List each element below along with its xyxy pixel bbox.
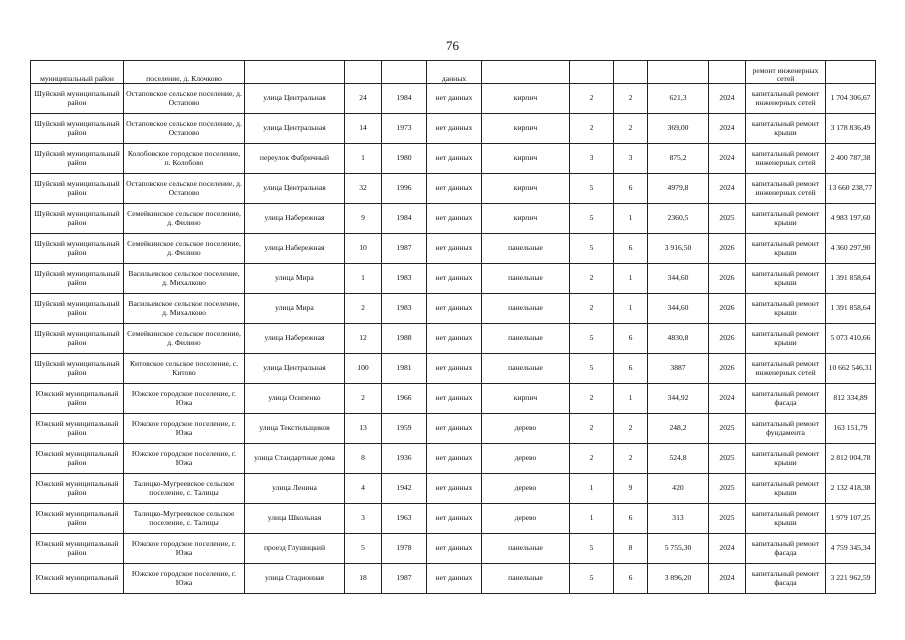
area-cell: 369,00 bbox=[648, 114, 709, 144]
build-year-cell: 1963 bbox=[382, 504, 427, 534]
build-year-cell: 1983 bbox=[382, 294, 427, 324]
work-type-cell: капитальный ремонт фасада bbox=[746, 384, 826, 414]
wall-material-cell: кирпич bbox=[482, 144, 570, 174]
entrances-cell: 6 bbox=[614, 234, 648, 264]
street-cell bbox=[245, 61, 345, 84]
build-year-cell: 1983 bbox=[382, 264, 427, 294]
settlement-cell: Южское городское поселение, г. Южа bbox=[124, 414, 245, 444]
area-cell: 524,8 bbox=[648, 444, 709, 474]
wall-material-cell: кирпич bbox=[482, 114, 570, 144]
build-year-cell: 1978 bbox=[382, 534, 427, 564]
work-type-cell: капитальный ремонт фундамента bbox=[746, 414, 826, 444]
wall-material-cell: кирпич bbox=[482, 384, 570, 414]
district-cell: Южский муниципальный район bbox=[31, 384, 124, 414]
status-cell: нет данных bbox=[427, 324, 482, 354]
house-number-cell: 9 bbox=[345, 204, 382, 234]
table-row bbox=[31, 144, 876, 174]
district-cell: Шуйский муниципальный район bbox=[31, 144, 124, 174]
build-year-cell: 1984 bbox=[382, 84, 427, 114]
work-type-cell: капитальный ремонт фасада bbox=[746, 564, 826, 594]
plan-year-cell: 2025 bbox=[709, 474, 746, 504]
street-cell: улица Центральная bbox=[245, 174, 345, 204]
table-row bbox=[31, 204, 876, 234]
area-cell: 3887 bbox=[648, 354, 709, 384]
street-cell: улица Текстильщиков bbox=[245, 414, 345, 444]
house-number-cell: 1 bbox=[345, 264, 382, 294]
floors-cell: 5 bbox=[570, 564, 614, 594]
wall-material-cell: дерево bbox=[482, 444, 570, 474]
plan-year-cell: 2026 bbox=[709, 354, 746, 384]
cost-cell: 3 178 836,49 bbox=[826, 114, 876, 144]
table-row bbox=[31, 474, 876, 504]
floors-cell: 1 bbox=[570, 504, 614, 534]
build-year-cell: 1987 bbox=[382, 234, 427, 264]
build-year-cell: 1981 bbox=[382, 354, 427, 384]
settlement-cell: Семейкинское сельское поселение, д. Филино bbox=[124, 324, 245, 354]
table-row bbox=[31, 61, 876, 84]
street-cell: улица Центральная bbox=[245, 354, 345, 384]
area-cell bbox=[648, 61, 709, 84]
district-cell: Шуйский муниципальный район bbox=[31, 84, 124, 114]
cost-cell: 4 360 297,90 bbox=[826, 234, 876, 264]
status-cell: нет данных bbox=[427, 534, 482, 564]
settlement-cell: Семейкинское сельское поселение, д. Филино bbox=[124, 234, 245, 264]
district-cell: Южский муниципальный район bbox=[31, 504, 124, 534]
build-year-cell: 1966 bbox=[382, 384, 427, 414]
status-cell: нет данных bbox=[427, 264, 482, 294]
settlement-cell: Южское городское поселение, г. Южа bbox=[124, 384, 245, 414]
street-cell: улица Набережная bbox=[245, 234, 345, 264]
wall-material-cell: панельные bbox=[482, 564, 570, 594]
work-type-cell: капитальный ремонт крыши bbox=[746, 234, 826, 264]
plan-year-cell: 2024 bbox=[709, 144, 746, 174]
build-year-cell: 1988 bbox=[382, 324, 427, 354]
entrances-cell: 6 bbox=[614, 324, 648, 354]
work-type-cell: капитальный ремонт инженерных сетей bbox=[746, 144, 826, 174]
settlement-cell: Талицко-Мугреевское сельское поселение, с. Талицы bbox=[124, 504, 245, 534]
district-cell: Южский муниципальный bbox=[31, 564, 124, 594]
status-cell: нет данных bbox=[427, 174, 482, 204]
work-type-cell: капитальный ремонт крыши bbox=[746, 474, 826, 504]
street-cell: проезд Глушицкий bbox=[245, 534, 345, 564]
floors-cell: 2 bbox=[570, 114, 614, 144]
house-number-cell: 14 bbox=[345, 114, 382, 144]
entrances-cell bbox=[614, 61, 648, 84]
cost-cell: 3 221 962,59 bbox=[826, 564, 876, 594]
wall-material-cell: кирпич bbox=[482, 84, 570, 114]
work-type-cell: капитальный ремонт крыши bbox=[746, 264, 826, 294]
floors-cell: 5 bbox=[570, 204, 614, 234]
settlement-cell: Семейкинское сельское поселение, д. Филино bbox=[124, 204, 245, 234]
entrances-cell: 9 bbox=[614, 474, 648, 504]
entrances-cell: 2 bbox=[614, 444, 648, 474]
street-cell: улица Ленина bbox=[245, 474, 345, 504]
plan-year-cell: 2025 bbox=[709, 504, 746, 534]
cost-cell: 2 812 004,78 bbox=[826, 444, 876, 474]
district-cell: Южский муниципальный район bbox=[31, 474, 124, 504]
district-cell: Шуйский муниципальный район bbox=[31, 234, 124, 264]
wall-material-cell: дерево bbox=[482, 414, 570, 444]
cost-cell bbox=[826, 61, 876, 84]
plan-year-cell: 2024 bbox=[709, 114, 746, 144]
status-cell: нет данных bbox=[427, 504, 482, 534]
settlement-cell: Остаповское сельское поселение, д. Остапово bbox=[124, 84, 245, 114]
plan-year-cell: 2024 bbox=[709, 384, 746, 414]
plan-year-cell: 2024 bbox=[709, 534, 746, 564]
entrances-cell: 6 bbox=[614, 564, 648, 594]
district-cell: муниципальный район bbox=[31, 61, 124, 84]
street-cell: улица Стандартные дома bbox=[245, 444, 345, 474]
floors-cell bbox=[570, 61, 614, 84]
plan-year-cell: 2024 bbox=[709, 174, 746, 204]
status-cell: нет данных bbox=[427, 114, 482, 144]
build-year-cell: 1987 bbox=[382, 564, 427, 594]
table-row bbox=[31, 414, 876, 444]
plan-year-cell: 2025 bbox=[709, 414, 746, 444]
area-cell: 344,92 bbox=[648, 384, 709, 414]
status-cell: нет данных bbox=[427, 204, 482, 234]
house-number-cell: 13 bbox=[345, 414, 382, 444]
status-cell: нет данных bbox=[427, 234, 482, 264]
plan-year-cell: 2026 bbox=[709, 324, 746, 354]
cost-cell: 13 660 238,77 bbox=[826, 174, 876, 204]
house-number-cell: 2 bbox=[345, 294, 382, 324]
district-cell: Шуйский муниципальный район bbox=[31, 264, 124, 294]
area-cell: 420 bbox=[648, 474, 709, 504]
settlement-cell: Южское городское поселение, г. Южа bbox=[124, 564, 245, 594]
floors-cell: 5 bbox=[570, 174, 614, 204]
cost-cell: 1 391 858,64 bbox=[826, 264, 876, 294]
entrances-cell: 6 bbox=[614, 174, 648, 204]
table-row bbox=[31, 234, 876, 264]
cost-cell: 2 132 418,38 bbox=[826, 474, 876, 504]
build-year-cell: 1942 bbox=[382, 474, 427, 504]
wall-material-cell: панельные bbox=[482, 264, 570, 294]
floors-cell: 2 bbox=[570, 264, 614, 294]
house-number-cell: 100 bbox=[345, 354, 382, 384]
work-type-cell: капитальный ремонт крыши bbox=[746, 504, 826, 534]
floors-cell: 5 bbox=[570, 234, 614, 264]
street-cell: улица Набережная bbox=[245, 324, 345, 354]
house-number-cell: 5 bbox=[345, 534, 382, 564]
district-cell: Южский муниципальный район bbox=[31, 534, 124, 564]
plan-year-cell: 2026 bbox=[709, 234, 746, 264]
area-cell: 344,60 bbox=[648, 264, 709, 294]
area-cell: 248,2 bbox=[648, 414, 709, 444]
area-cell: 621,3 bbox=[648, 84, 709, 114]
area-cell: 2360,5 bbox=[648, 204, 709, 234]
work-type-cell: капитальный ремонт инженерных сетей bbox=[746, 174, 826, 204]
build-year-cell: 1973 bbox=[382, 114, 427, 144]
settlement-cell: Васильевское сельское поселение, д. Михалково bbox=[124, 294, 245, 324]
house-number-cell: 24 bbox=[345, 84, 382, 114]
table-row bbox=[31, 174, 876, 204]
page-number: 76 bbox=[446, 38, 459, 53]
status-cell: нет данных bbox=[427, 384, 482, 414]
street-cell: переулок Фабричный bbox=[245, 144, 345, 174]
wall-material-cell: дерево bbox=[482, 504, 570, 534]
status-cell: нет данных bbox=[427, 444, 482, 474]
area-cell: 875,2 bbox=[648, 144, 709, 174]
entrances-cell: 2 bbox=[614, 84, 648, 114]
build-year-cell: 1936 bbox=[382, 444, 427, 474]
district-cell: Шуйский муниципальный район bbox=[31, 294, 124, 324]
plan-year-cell bbox=[709, 61, 746, 84]
street-cell: улица Мира bbox=[245, 294, 345, 324]
wall-material-cell: панельные bbox=[482, 354, 570, 384]
wall-material-cell: кирпич bbox=[482, 204, 570, 234]
floors-cell: 2 bbox=[570, 294, 614, 324]
settlement-cell: Остаповское сельское поселение, д. Остапово bbox=[124, 114, 245, 144]
settlement-cell: Остаповское сельское поселение, д. Остапово bbox=[124, 174, 245, 204]
street-cell: улица Центральная bbox=[245, 84, 345, 114]
floors-cell: 3 bbox=[570, 144, 614, 174]
district-cell: Южский муниципальный район bbox=[31, 414, 124, 444]
work-type-cell: капитальный ремонт крыши bbox=[746, 324, 826, 354]
plan-year-cell: 2025 bbox=[709, 444, 746, 474]
status-cell: нет данных bbox=[427, 414, 482, 444]
work-type-cell: капитальный ремонт крыши bbox=[746, 114, 826, 144]
settlement-cell: Южское городское поселение, г. Южа bbox=[124, 444, 245, 474]
table-row bbox=[31, 324, 876, 354]
table-row bbox=[31, 294, 876, 324]
street-cell: улица Центральная bbox=[245, 114, 345, 144]
area-cell: 313 bbox=[648, 504, 709, 534]
district-cell: Шуйский муниципальный район bbox=[31, 114, 124, 144]
entrances-cell: 8 bbox=[614, 534, 648, 564]
street-cell: улица Осипенко bbox=[245, 384, 345, 414]
settlement-cell: Васильевское сельское поселение, д. Михалково bbox=[124, 264, 245, 294]
house-number-cell: 18 bbox=[345, 564, 382, 594]
build-year-cell: 1996 bbox=[382, 174, 427, 204]
cost-cell: 163 151,79 bbox=[826, 414, 876, 444]
work-type-cell: капитальный ремонт крыши bbox=[746, 294, 826, 324]
status-cell: нет данных bbox=[427, 294, 482, 324]
settlement-cell: Талицко-Мугреевское сельское поселение, с. Талицы bbox=[124, 474, 245, 504]
house-number-cell: 4 bbox=[345, 474, 382, 504]
floors-cell: 5 bbox=[570, 354, 614, 384]
plan-year-cell: 2024 bbox=[709, 564, 746, 594]
floors-cell: 2 bbox=[570, 384, 614, 414]
floors-cell: 1 bbox=[570, 474, 614, 504]
floors-cell: 2 bbox=[570, 444, 614, 474]
settlement-cell: Южское городское поселение, г. Южа bbox=[124, 534, 245, 564]
status-cell: нет данных bbox=[427, 564, 482, 594]
work-type-cell: капитальный ремонт фасада bbox=[746, 534, 826, 564]
work-type-cell: капитальный ремонт крыши bbox=[746, 444, 826, 474]
area-cell: 5 755,30 bbox=[648, 534, 709, 564]
status-cell: нет данных bbox=[427, 474, 482, 504]
wall-material-cell: панельные bbox=[482, 324, 570, 354]
cost-cell: 1 704 306,67 bbox=[826, 84, 876, 114]
table-row bbox=[31, 384, 876, 414]
table-row bbox=[31, 84, 876, 114]
table-row bbox=[31, 534, 876, 564]
work-type-cell: капитальный ремонт инженерных сетей bbox=[746, 354, 826, 384]
work-type-cell: капитальный ремонт инженерных сетей bbox=[746, 84, 826, 114]
house-number-cell: 3 bbox=[345, 504, 382, 534]
status-cell: нет данных bbox=[427, 84, 482, 114]
table-row bbox=[31, 114, 876, 144]
area-cell: 344,60 bbox=[648, 294, 709, 324]
district-cell: Шуйский муниципальный район bbox=[31, 174, 124, 204]
settlement-cell: поселение, д. Клочково bbox=[124, 61, 245, 84]
floors-cell: 5 bbox=[570, 534, 614, 564]
entrances-cell: 1 bbox=[614, 294, 648, 324]
area-cell: 4979,8 bbox=[648, 174, 709, 204]
cost-cell: 812 334,89 bbox=[826, 384, 876, 414]
wall-material-cell: кирпич bbox=[482, 174, 570, 204]
status-cell: нет данных bbox=[427, 144, 482, 174]
plan-year-cell: 2024 bbox=[709, 84, 746, 114]
floors-cell: 5 bbox=[570, 324, 614, 354]
cost-cell: 10 662 546,31 bbox=[826, 354, 876, 384]
entrances-cell: 2 bbox=[614, 114, 648, 144]
work-type-cell: капитальный ремонт крыши bbox=[746, 204, 826, 234]
table-row bbox=[31, 264, 876, 294]
entrances-cell: 1 bbox=[614, 264, 648, 294]
build-year-cell: 1984 bbox=[382, 204, 427, 234]
plan-year-cell: 2026 bbox=[709, 294, 746, 324]
house-number-cell: 12 bbox=[345, 324, 382, 354]
table-row bbox=[31, 444, 876, 474]
entrances-cell: 3 bbox=[614, 144, 648, 174]
district-cell: Шуйский муниципальный район bbox=[31, 324, 124, 354]
street-cell: улица Мира bbox=[245, 264, 345, 294]
housing-repair-table bbox=[30, 60, 876, 594]
street-cell: улица Набережная bbox=[245, 204, 345, 234]
entrances-cell: 6 bbox=[614, 504, 648, 534]
cost-cell: 2 400 787,38 bbox=[826, 144, 876, 174]
cost-cell: 4 759 345,34 bbox=[826, 534, 876, 564]
area-cell: 3 896,20 bbox=[648, 564, 709, 594]
build-year-cell bbox=[382, 61, 427, 84]
house-number-cell: 2 bbox=[345, 384, 382, 414]
plan-year-cell: 2025 bbox=[709, 204, 746, 234]
settlement-cell: Китовское сельское поселение, с. Китово bbox=[124, 354, 245, 384]
cost-cell: 4 983 197,60 bbox=[826, 204, 876, 234]
floors-cell: 2 bbox=[570, 84, 614, 114]
district-cell: Южский муниципальный район bbox=[31, 444, 124, 474]
wall-material-cell: панельные bbox=[482, 294, 570, 324]
house-number-cell: 8 bbox=[345, 444, 382, 474]
table-row bbox=[31, 504, 876, 534]
cost-cell: 1 979 107,25 bbox=[826, 504, 876, 534]
cost-cell: 5 073 410,66 bbox=[826, 324, 876, 354]
plan-year-cell: 2026 bbox=[709, 264, 746, 294]
build-year-cell: 1980 bbox=[382, 144, 427, 174]
entrances-cell: 2 bbox=[614, 414, 648, 444]
area-cell: 4830,8 bbox=[648, 324, 709, 354]
district-cell: Шуйский муниципальный район bbox=[31, 354, 124, 384]
settlement-cell: Колобовское городское поселение, п. Колобово bbox=[124, 144, 245, 174]
entrances-cell: 6 bbox=[614, 354, 648, 384]
table-row bbox=[31, 564, 876, 594]
floors-cell: 2 bbox=[570, 414, 614, 444]
wall-material-cell: панельные bbox=[482, 234, 570, 264]
house-number-cell: 10 bbox=[345, 234, 382, 264]
street-cell: улица Школьная bbox=[245, 504, 345, 534]
table-row bbox=[31, 354, 876, 384]
wall-material-cell: дерево bbox=[482, 474, 570, 504]
status-cell: данных bbox=[427, 61, 482, 84]
house-number-cell bbox=[345, 61, 382, 84]
status-cell: нет данных bbox=[427, 354, 482, 384]
entrances-cell: 1 bbox=[614, 204, 648, 234]
work-type-cell: ремонт инженерных сетей bbox=[746, 61, 826, 84]
street-cell: улица Стадионная bbox=[245, 564, 345, 594]
house-number-cell: 1 bbox=[345, 144, 382, 174]
build-year-cell: 1959 bbox=[382, 414, 427, 444]
area-cell: 3 916,50 bbox=[648, 234, 709, 264]
wall-material-cell bbox=[482, 61, 570, 84]
cost-cell: 1 391 858,64 bbox=[826, 294, 876, 324]
house-number-cell: 32 bbox=[345, 174, 382, 204]
district-cell: Шуйский муниципальный район bbox=[31, 204, 124, 234]
wall-material-cell: панельные bbox=[482, 534, 570, 564]
entrances-cell: 1 bbox=[614, 384, 648, 414]
